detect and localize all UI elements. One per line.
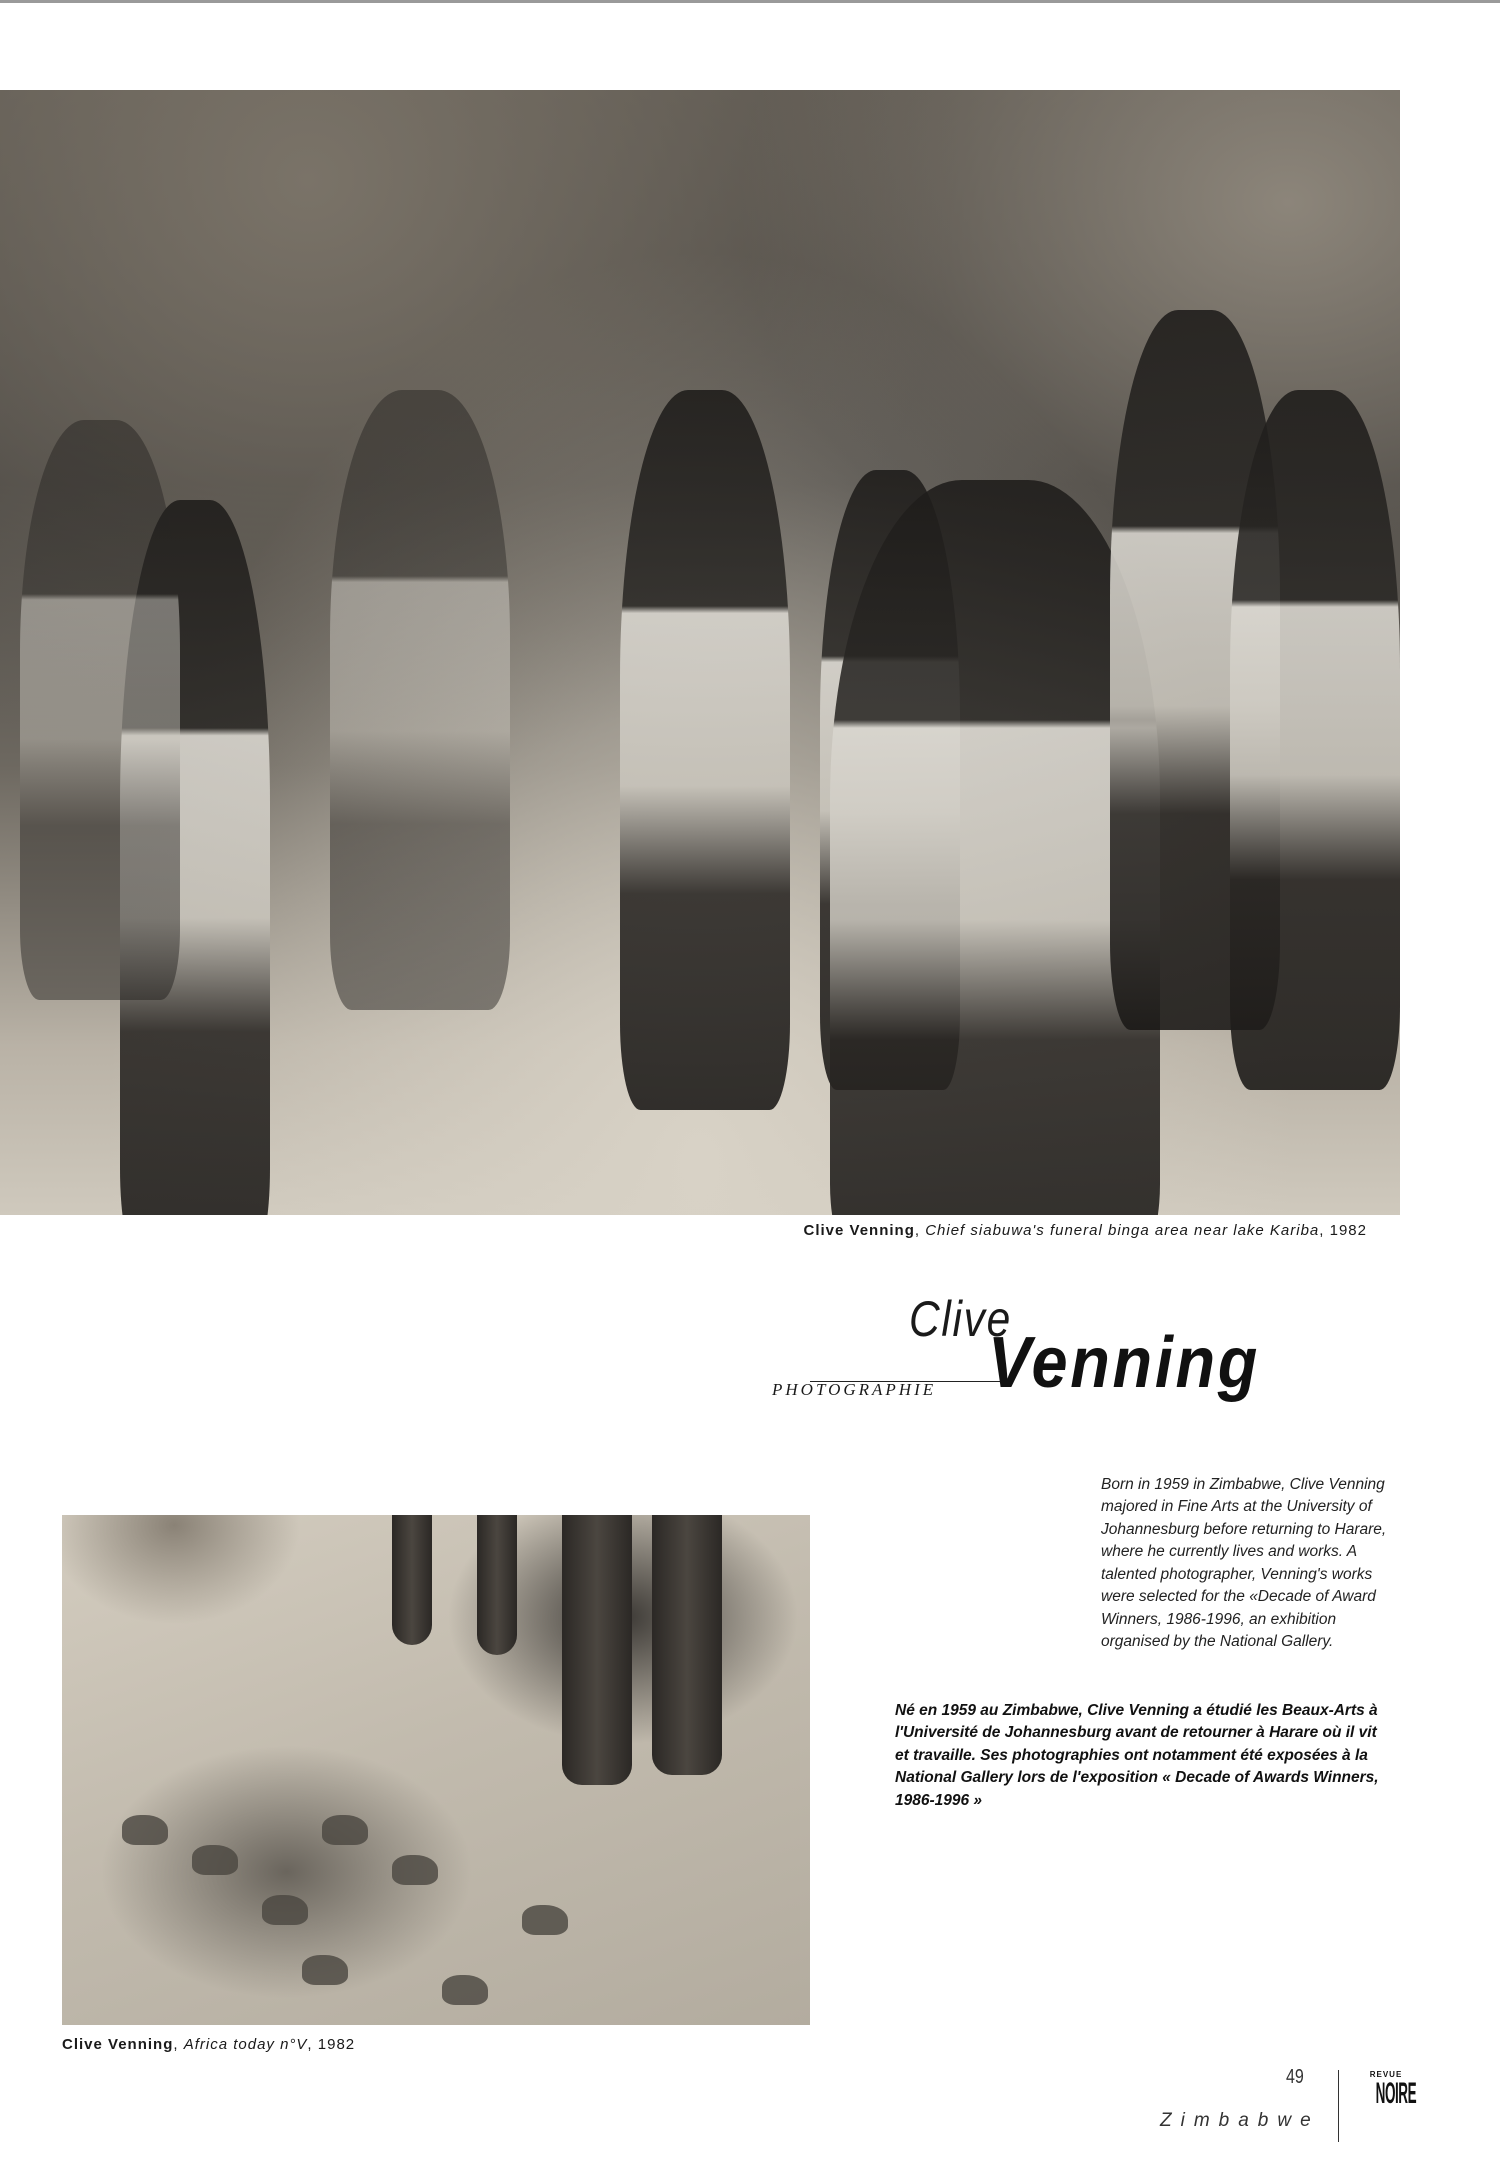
page-number: 49	[1286, 2066, 1304, 2088]
photo-top-caption: Clive Venning, Chief siabuwa's funeral binga area near lake Kariba, 1982	[803, 1222, 1367, 1239]
photo-shoe	[122, 1815, 168, 1845]
logo-top-text: REVUE	[1369, 2070, 1403, 2079]
title-last-name: Venning	[988, 1323, 1261, 1403]
photo-figure	[1230, 390, 1400, 1090]
photo-shoe	[442, 1975, 488, 2005]
photo-shoe	[192, 1845, 238, 1875]
photo-leg	[562, 1515, 632, 1785]
bio-english: Born in 1959 in Zimbabwe, Clive Venning majored in Fine Arts at the University of Johannesburg before returning to Harare, where he currently lives and works. A talented photographer, Venning's works were selected for the «Decade of Award Winners, 1986-1996, an exhibition organised by the National Gallery.	[1101, 1476, 1387, 1651]
photo-top-credit-name: Clive Venning	[803, 1222, 915, 1239]
photo-bottom-credit-name: Clive Venning	[62, 2036, 174, 2053]
revue-noire-logo	[1363, 2070, 1417, 2110]
photo-leg	[392, 1515, 432, 1645]
photo-shoe	[322, 1815, 368, 1845]
photo-figure	[330, 390, 510, 1010]
funeral-photo	[0, 90, 1400, 1215]
photo-shoe	[262, 1895, 308, 1925]
bio-french: Né en 1959 au Zimbabwe, Clive Venning a étudié les Beaux-Arts à l'Université de Johannesburg avant de retourner à Harare où il vit et travaille. Ses photographies ont notamment été exposées à la National Gallery lors de l'exposition « Decade of Awards Winners, 1986-1996 »	[895, 1702, 1379, 1809]
photo-shoe	[522, 1905, 568, 1935]
footer-divider	[1338, 2070, 1339, 2142]
logo-main-text: NOIRE	[1375, 2077, 1417, 2110]
title-first-name: Clive	[909, 1291, 1012, 1347]
photo-shoe	[392, 1855, 438, 1885]
top-rule	[0, 0, 1500, 3]
photo-top-credit-title: Chief siabuwa's funeral binga area near lake Kariba	[925, 1222, 1320, 1239]
photo-bottom-credit-year: 1982	[317, 2036, 356, 2053]
africa-today-photo	[62, 1515, 810, 2025]
photo-figure	[20, 420, 180, 1000]
title-subtitle: PHOTOGRAPHIE	[772, 1380, 937, 1399]
section-name: Zimbabwe	[1160, 2110, 1320, 2131]
photo-leg	[477, 1515, 517, 1655]
photo-shoe	[302, 1955, 348, 1985]
photo-top-credit-year: 1982	[1329, 1222, 1367, 1239]
photo-figure	[620, 390, 790, 1110]
photo-bottom-caption: Clive Venning, Africa today n°V, 1982	[62, 2036, 356, 2053]
photo-bottom-credit-title: Africa today n°V	[183, 2036, 308, 2053]
photo-leg	[652, 1515, 722, 1775]
